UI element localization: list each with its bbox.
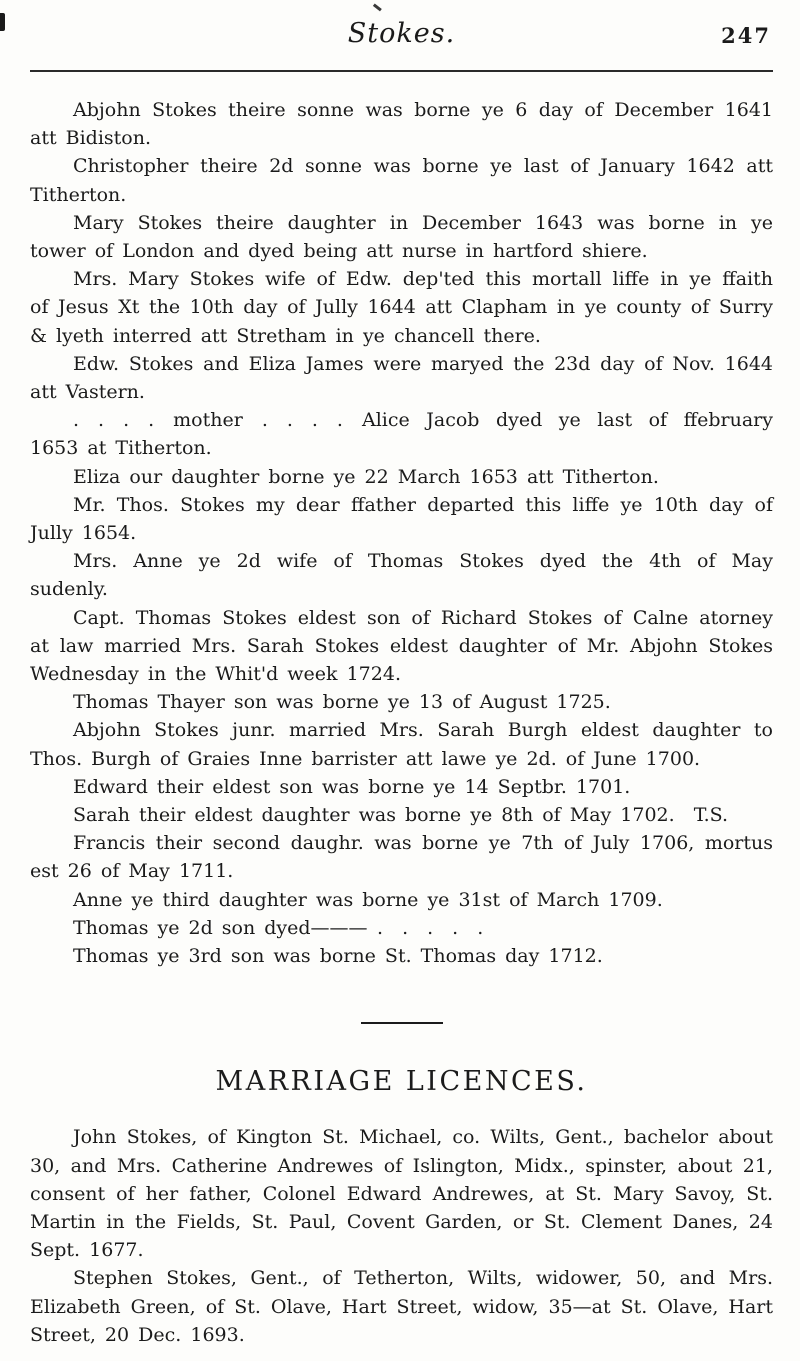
record-paragraph: Christopher theire 2d sonne was borne ye last of January 1642 att Titherton. bbox=[30, 155, 773, 206]
record-paragraph: Francis their second daughr. was borne ye 7th of July 1706, mortus est 26 of May 1711. bbox=[30, 832, 773, 883]
section-divider bbox=[361, 1022, 443, 1024]
page-title: Stokes. bbox=[347, 18, 456, 49]
record-paragraph: Mary Stokes theire daughter in December 1643 was borne in ye tower of London and dyed being att nurse in hartford shiere. bbox=[30, 211, 773, 263]
record-paragraph: Edward their eldest son was borne ye 14 Septbr. 1701. bbox=[73, 775, 631, 798]
record-paragraph: Eliza our daughter borne ye 22 March 1653 att Titherton. bbox=[73, 465, 659, 488]
record-paragraph: Mr. Thos. Stokes my dear ffather departed this liffe ye 10th day of Jully 1654. bbox=[30, 493, 773, 545]
record-paragraph: Sarah their eldest daughter was borne ye 8th of May 1702. T.S. bbox=[73, 804, 728, 827]
record-paragraph: . . . . mother . . . . Alice Jacob dyed ye last of ffebruary 1653 at Titherton. bbox=[30, 409, 773, 460]
record-paragraph: Abjohn Stokes theire sonne was borne ye 6 day of December 1641 att Bidiston. bbox=[30, 99, 773, 150]
record-paragraph: Mrs. Anne ye 2d wife of Thomas Stokes dyed the 4th of May sudenly. bbox=[30, 550, 773, 601]
record-paragraph: Thomas Thayer son was borne ye 13 of August 1725. bbox=[73, 691, 611, 714]
page-number: 247 bbox=[721, 23, 771, 48]
section-heading: MARRIAGE LICENCES. bbox=[215, 1066, 588, 1098]
running-header bbox=[30, 0, 773, 70]
licence-paragraph: Stephen Stokes, Gent., of Tetherton, Wilts, widower, 50, and Mrs. Elizabeth Green, of St. Olave, Hart Street, widow, 35—at St. Olave, Hart Street, 20 Dec. 1693. bbox=[30, 1267, 773, 1346]
header-rule bbox=[30, 70, 773, 72]
record-paragraph: Mrs. Mary Stokes wife of Edw. dep'ted this mortall liffe in ye ffaith of Jesus Xt the 10th day of Jully 1644 att Clapham in ye county of Surry & lyeth interred att Stretham in ye chancell there. bbox=[30, 268, 773, 347]
record-paragraph: Capt. Thomas Stokes eldest son of Richard Stokes of Calne atorney at law married Mrs. Sarah Stokes eldest daughter of Mr. Abjohn Stokes Wednesday in the Whit'd week 1724. bbox=[30, 606, 773, 686]
licence-paragraph: John Stokes, of Kington St. Michael, co. Wilts, Gent., bachelor about 30, and Mrs. Catherine Andrewes of Islington, Midx., spinster, about 21, consent of her father, Colonel Edward Andrewes, at St. Mary Savoy, St. Martin in the Fields, St. Paul, Covent Garden, or St. Clement Danes, 24 Sept. 1677. bbox=[30, 1126, 773, 1262]
record-paragraph: Edw. Stokes and Eliza James were maryed the 23d day of Nov. 1644 att Vastern. bbox=[30, 352, 773, 404]
record-paragraph: Thomas ye 3rd son was borne St. Thomas day 1712. bbox=[73, 945, 603, 968]
genealogy-records bbox=[30, 96, 773, 970]
scan-artifact bbox=[0, 13, 5, 31]
record-paragraph: Abjohn Stokes junr. married Mrs. Sarah Burgh eldest daughter to Thos. Burgh of Graies Inne barrister att lawe ye 2d. of June 1700. bbox=[30, 719, 773, 770]
record-paragraph: Anne ye third daughter was borne ye 31st of March 1709. bbox=[73, 888, 663, 911]
record-paragraph: Thomas ye 2d son dyed——— . . . . . bbox=[73, 916, 484, 939]
marriage-licences bbox=[30, 1123, 773, 1349]
